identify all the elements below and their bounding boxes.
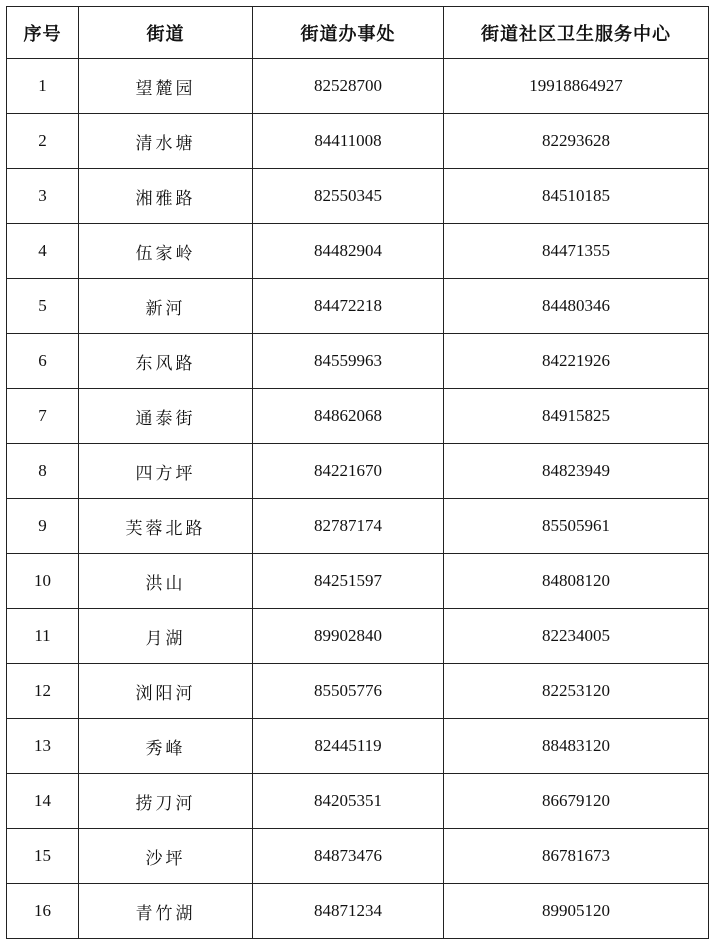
cell-street-name: 新河 [79, 279, 253, 334]
cell-index: 12 [7, 664, 79, 719]
cell-office-phone: 84482904 [253, 224, 444, 279]
table-row [7, 169, 709, 224]
cell-index: 11 [7, 609, 79, 664]
cell-health-center-phone: 84480346 [444, 279, 709, 334]
cell-office-phone: 82445119 [253, 719, 444, 774]
cell-street-name: 洪山 [79, 554, 253, 609]
table-row [7, 114, 709, 169]
header-index: 序号 [7, 7, 79, 59]
cell-street-name: 芙蓉北路 [79, 499, 253, 554]
cell-index: 15 [7, 829, 79, 884]
cell-office-phone: 85505776 [253, 664, 444, 719]
cell-office-phone: 84472218 [253, 279, 444, 334]
cell-office-phone: 84251597 [253, 554, 444, 609]
table-row [7, 499, 709, 554]
cell-health-center-phone: 86781673 [444, 829, 709, 884]
cell-index: 14 [7, 774, 79, 829]
cell-index: 6 [7, 334, 79, 389]
table-row [7, 334, 709, 389]
cell-office-phone: 84871234 [253, 884, 444, 939]
cell-office-phone: 82787174 [253, 499, 444, 554]
cell-index: 9 [7, 499, 79, 554]
cell-street-name: 秀峰 [79, 719, 253, 774]
contact-table [6, 6, 709, 939]
header-office: 街道办事处 [253, 7, 444, 59]
cell-health-center-phone: 88483120 [444, 719, 709, 774]
table-row [7, 389, 709, 444]
cell-street-name: 沙坪 [79, 829, 253, 884]
cell-index: 4 [7, 224, 79, 279]
table-body [7, 59, 709, 939]
cell-health-center-phone: 84808120 [444, 554, 709, 609]
table-row [7, 59, 709, 114]
cell-office-phone: 84873476 [253, 829, 444, 884]
table-row [7, 444, 709, 499]
cell-index: 2 [7, 114, 79, 169]
cell-street-name: 青竹湖 [79, 884, 253, 939]
cell-health-center-phone: 82234005 [444, 609, 709, 664]
table-row [7, 279, 709, 334]
table-row [7, 664, 709, 719]
cell-health-center-phone: 82293628 [444, 114, 709, 169]
cell-office-phone: 89902840 [253, 609, 444, 664]
cell-health-center-phone: 85505961 [444, 499, 709, 554]
cell-index: 1 [7, 59, 79, 114]
table-row [7, 719, 709, 774]
cell-office-phone: 84862068 [253, 389, 444, 444]
header-health-center: 街道社区卫生服务中心 [444, 7, 709, 59]
cell-street-name: 湘雅路 [79, 169, 253, 224]
cell-index: 16 [7, 884, 79, 939]
cell-health-center-phone: 84221926 [444, 334, 709, 389]
cell-office-phone: 84559963 [253, 334, 444, 389]
cell-health-center-phone: 84823949 [444, 444, 709, 499]
cell-health-center-phone: 82253120 [444, 664, 709, 719]
cell-health-center-phone: 19918864927 [444, 59, 709, 114]
cell-health-center-phone: 84510185 [444, 169, 709, 224]
cell-office-phone: 84205351 [253, 774, 444, 829]
cell-index: 10 [7, 554, 79, 609]
header-row [7, 7, 709, 59]
cell-street-name: 伍家岭 [79, 224, 253, 279]
cell-office-phone: 84221670 [253, 444, 444, 499]
cell-health-center-phone: 89905120 [444, 884, 709, 939]
table-row [7, 609, 709, 664]
cell-index: 5 [7, 279, 79, 334]
cell-street-name: 清水塘 [79, 114, 253, 169]
table-row [7, 884, 709, 939]
cell-street-name: 月湖 [79, 609, 253, 664]
cell-street-name: 通泰街 [79, 389, 253, 444]
cell-office-phone: 82550345 [253, 169, 444, 224]
table-row [7, 829, 709, 884]
cell-index: 7 [7, 389, 79, 444]
cell-health-center-phone: 84915825 [444, 389, 709, 444]
cell-street-name: 浏阳河 [79, 664, 253, 719]
cell-street-name: 四方坪 [79, 444, 253, 499]
cell-health-center-phone: 86679120 [444, 774, 709, 829]
cell-health-center-phone: 84471355 [444, 224, 709, 279]
cell-office-phone: 82528700 [253, 59, 444, 114]
table-row [7, 774, 709, 829]
cell-street-name: 捞刀河 [79, 774, 253, 829]
cell-index: 8 [7, 444, 79, 499]
table-row [7, 554, 709, 609]
cell-office-phone: 84411008 [253, 114, 444, 169]
cell-street-name: 东风路 [79, 334, 253, 389]
table-row [7, 224, 709, 279]
cell-street-name: 望麓园 [79, 59, 253, 114]
cell-index: 3 [7, 169, 79, 224]
header-street: 街道 [79, 7, 253, 59]
cell-index: 13 [7, 719, 79, 774]
